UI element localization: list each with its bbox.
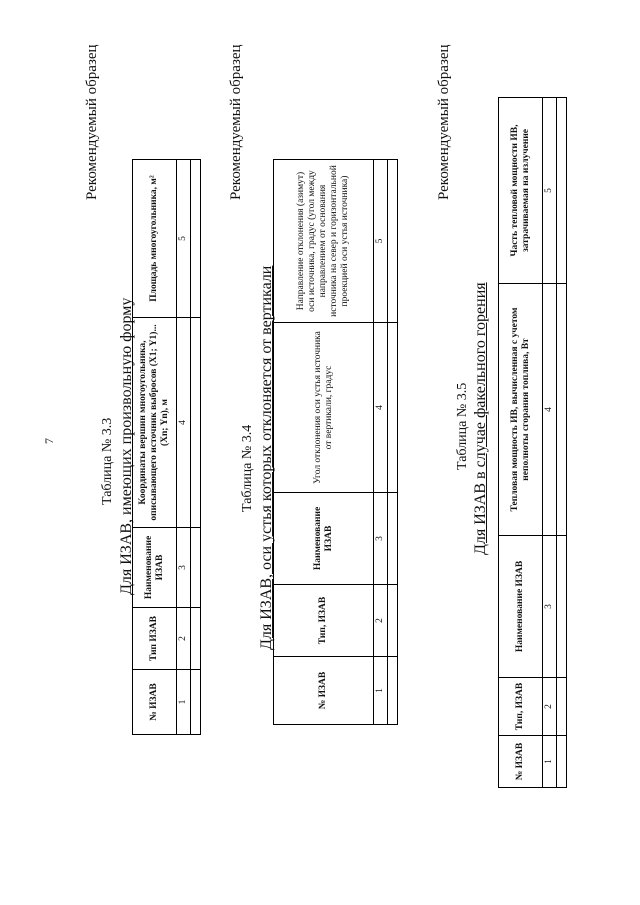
table-cell: [388, 493, 398, 585]
header-cell: Угол отклонения оси устья источника от вертикали, градус: [274, 323, 374, 493]
header-cell: Наименование ИЗАВ: [274, 493, 374, 585]
column-number: 1: [177, 670, 191, 735]
column-number: 3: [543, 536, 557, 678]
table-title: Для ИЗАВ, оси устья которых отклоняется от вертикали: [258, 265, 275, 650]
table-cell: [557, 98, 567, 284]
header-cell: № ИЗАВ: [133, 670, 177, 735]
table-cell: [191, 528, 201, 608]
column-number: 4: [374, 323, 388, 493]
header-cell: № ИЗАВ: [274, 657, 374, 725]
table-3-3: [132, 159, 201, 735]
table-cell: [191, 670, 201, 735]
table-cell: [191, 160, 201, 318]
table-cell: [388, 160, 398, 323]
page-number: 7: [42, 438, 56, 444]
table-3-4-wrapper: [273, 159, 398, 725]
table-cell: [557, 536, 567, 678]
header-cell: Площадь многоугольника, м²: [133, 160, 177, 318]
sample-label: Рекомендуемый образец: [228, 44, 244, 200]
column-number: 3: [177, 528, 191, 608]
column-number: 5: [177, 160, 191, 318]
header-cell: Тип ИЗАВ: [133, 608, 177, 670]
column-number: 1: [543, 736, 557, 788]
table-cell: [191, 608, 201, 670]
sample-label: Рекомендуемый образец: [436, 44, 452, 200]
sample-label: Рекомендуемый образец: [84, 44, 100, 200]
header-cell: Наименование ИЗАВ: [133, 528, 177, 608]
table-number: Таблица № 3.5: [455, 382, 470, 470]
table-cell: [388, 657, 398, 725]
column-number: 3: [374, 493, 388, 585]
header-cell: Тип, ИЗАВ: [499, 678, 543, 736]
column-number: 5: [374, 160, 388, 323]
column-number: 2: [543, 678, 557, 736]
header-cell: Наименование ИЗАВ: [499, 536, 543, 678]
column-number: 1: [374, 657, 388, 725]
table-title: Для ИЗАВ в случае факельного горения: [472, 282, 489, 555]
header-cell: Направление отклонения (азимут) оси источника, градус (угол между направлением от основания источника на север и горизонтальной проекцией оси устья источника): [274, 160, 374, 323]
header-cell: Тепловая мощность ИВ, вычисленная с учетом неполноты сгорания топлива, Вт: [499, 284, 543, 536]
table-cell: [191, 318, 201, 528]
table-number: Таблица № 3.4: [240, 424, 255, 512]
table-cell: [388, 323, 398, 493]
column-number: 5: [543, 98, 557, 284]
table-3-3-wrapper: [132, 159, 201, 735]
header-cell: № ИЗАВ: [499, 736, 543, 788]
table-3-5: [498, 97, 567, 788]
column-number: 2: [177, 608, 191, 670]
table-title: Для ИЗАВ, имеющих произвольную форму: [118, 297, 135, 595]
table-3-4: [273, 159, 398, 725]
column-number: 4: [543, 284, 557, 536]
table-cell: [388, 585, 398, 657]
column-number: 4: [177, 318, 191, 528]
header-cell: Координаты вершин многоугольника, описывающего источник выбросов (X1; Y1)... (Xn; Yn), м: [133, 318, 177, 528]
header-cell: Часть тепловой мощности ИВ, затрачиваемая на излучение: [499, 98, 543, 284]
table-number: Таблица № 3.3: [100, 417, 115, 505]
table-3-5-wrapper: [498, 97, 567, 788]
table-cell: [557, 678, 567, 736]
table-cell: [557, 284, 567, 536]
column-number: 2: [374, 585, 388, 657]
header-cell: Тип, ИЗАВ: [274, 585, 374, 657]
table-cell: [557, 736, 567, 788]
